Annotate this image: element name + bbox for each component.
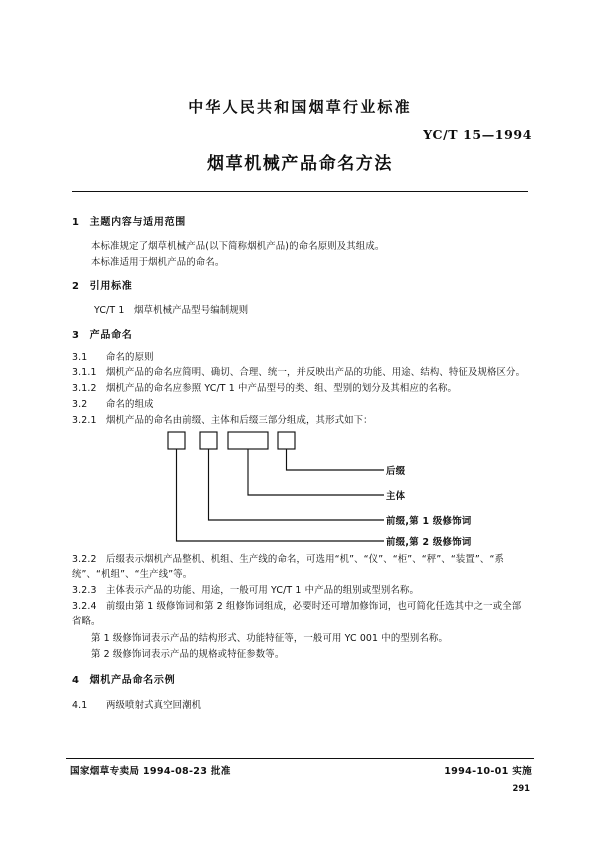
box-prefix-level-1 [200,432,217,449]
leader-body [248,449,384,495]
section-3-number: 3 [72,330,80,341]
naming-structure-diagram [0,424,600,548]
section-3-2-2-number: 3.2.2 [72,554,97,565]
section-3-2-4-paragraph-1: 第 1 级修饰词表示产品的结构形式、功能特征等，一般可用 YC 001 中的型别名称。 [91,633,448,644]
page-number: 291 [512,783,530,793]
box-suffix [278,432,295,449]
section-3-2-2 [72,552,528,582]
section-3-2-title: 命名的组成 [106,399,154,410]
section-3-2-1-number: 3.2.1 [72,415,97,426]
section-4-1 [72,698,528,713]
section-1-heading [72,215,528,230]
leader-prefix-level-1 [209,449,385,520]
section-1-number: 1 [72,217,80,228]
section-2-heading [72,279,528,294]
section-3-2 [72,397,528,412]
section-3-1-1-number: 3.1.1 [72,367,97,378]
header-divider [72,191,528,192]
naming-structure-diagram-svg [0,424,600,542]
diagram-label-prefix-level-2: 前缀,第 2 级修饰词 [386,537,472,548]
standard-organization-heading: 中华人民共和国烟草行业标准 [188,98,412,116]
section-4-1-number: 4.1 [72,700,88,711]
section-3-1-2-number: 3.1.2 [72,383,97,394]
standard-code: YC/T 15—1994 [423,127,532,142]
section-3-heading [72,328,528,343]
diagram-label-body: 主体 [386,491,406,502]
section-3-2-3 [72,583,528,598]
section-4-1-text: 两级喷射式真空回潮机 [106,700,202,711]
section-3-2-4-number: 3.2.4 [72,601,97,612]
section-3-1-1 [72,365,528,380]
section-3-2-4 [72,599,528,629]
section-3-2-1-text: 烟机产品的命名由前缀、主体和后缀三部分组成，其形式如下： [106,415,373,426]
section-3-1-2-text: 烟机产品的命名应参照 YC/T 1 中产品型号的类、组、型别的划分及其相应的名称。 [106,383,458,394]
leader-suffix [287,449,385,470]
section-3-2-3-number: 3.2.3 [72,585,97,596]
section-1-paragraph-2: 本标准适用于烟机产品的命名。 [91,257,225,268]
section-3-1-1-text: 烟机产品的命名应简明、确切、合理、统一，并反映出产品的功能、用途、结构、特征及规格区分。 [106,367,526,378]
page-title: 烟草机械产品命名方法 [207,154,393,174]
section-3-2-4-text: 前缀由第 1 级修饰词和第 2 组修饰词组成，必要时还可增加修饰词，也可简化任选其中之一或全部省略。 [72,601,522,628]
section-2-number: 2 [72,281,80,292]
section-1-paragraph-1: 本标准规定了烟草机械产品(以下简称烟机产品)的命名原则及其组成。 [91,241,385,252]
section-4-number: 4 [72,675,80,686]
footer-approval: 国家烟草专卖局 1994-08-23 批准 [70,766,231,777]
section-4-title: 烟机产品命名示例 [89,675,176,686]
diagram-label-suffix: 后缀 [386,466,406,477]
section-3-1-number: 3.1 [72,352,88,363]
footer-divider [66,758,534,759]
section-3-2-number: 3.2 [72,399,88,410]
section-2-title-text: 引用标准 [89,281,133,292]
box-prefix-level-2 [168,432,185,449]
footer-effective-date: 1994-10-01 实施 [444,766,532,777]
section-4-heading [72,673,528,688]
section-1-title: 主题内容与适用范围 [89,217,186,228]
diagram-label-prefix-level-1: 前缀,第 1 级修饰词 [386,516,472,527]
section-3-title: 产品命名 [89,330,133,341]
section-3-2-2-text: 后缀表示烟机产品整机、机组、生产线的命名，可选用“机”、“仪”、“柜”、“秤”、“装置”、“系统”、“机组”、“生产线”等。 [72,554,504,581]
section-3-2-3-text: 主体表示产品的功能、用途，一般可用 YC/T 1 中产品的组别或型别名称。 [106,585,419,596]
section-2-reference: YC/T 1 烟草机械产品型号编制规则 [94,305,249,316]
section-3-1 [72,350,528,365]
section-3-1-title: 命名的原则 [106,352,154,363]
box-body [228,432,268,449]
section-3-2-4-paragraph-2: 第 2 级修饰词表示产品的规格或特征参数等。 [91,649,285,660]
section-3-1-2 [72,381,528,396]
